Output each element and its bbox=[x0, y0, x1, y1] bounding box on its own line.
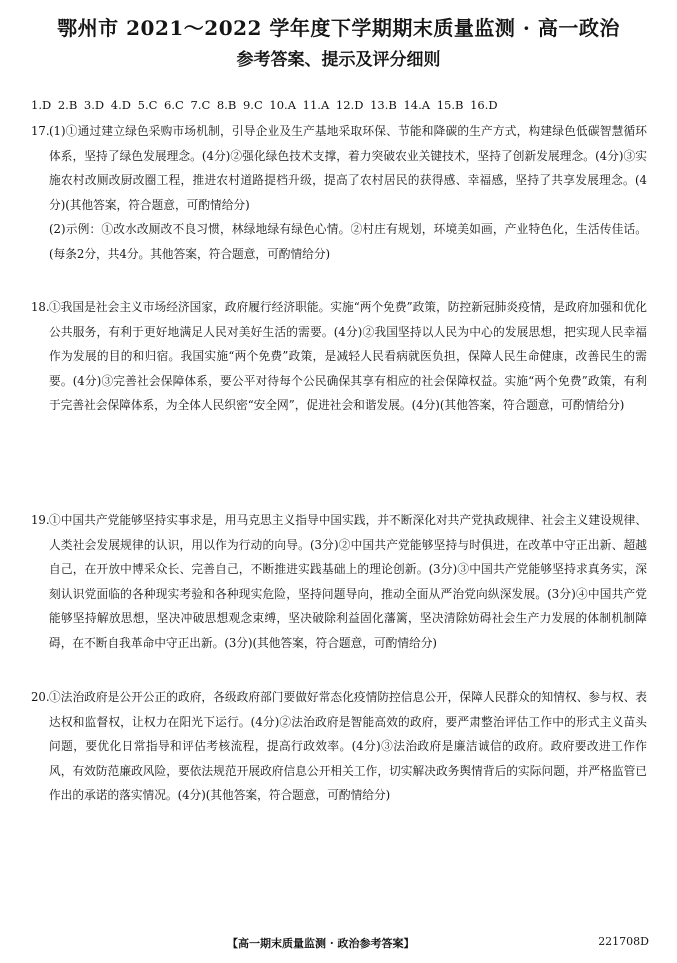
question-17 bbox=[31, 119, 647, 266]
question-17-part-2: (2)示例：①改水改厕改不良习惯，林绿地绿有绿色心情。②村庄有规划，环境美如画，产业特色化，生活传佳话。(每条2分，共4分。其他答案，符合题意，可酌情给分) bbox=[49, 222, 647, 261]
question-20-text: ①法治政府是公开公正的政府，各级政府部门要做好常态化疫情防控信息公开，保障人民群众的知情权、参与权、表达权和监督权，让权力在阳光下运行。(4分)②法治政府是智能高效的政府，要严肃整治评估工作中的形式主义苗头问题，要优化日常指导和评估考核流程，提高行政效率。(4分)③法治政府是廉洁诚信的政府。政府要改进工作作风，有效防范廉政风险，要依法规范开展政府信息公开相关工作，切实解决政务舆情背后的实际问题，并严格监管已作出的承诺的落实情况。(4分)(其他答案，符合题意，可酌情给分) bbox=[49, 690, 647, 802]
question-20 bbox=[31, 685, 647, 808]
question-17-part-1: (1)①通过建立绿色采购市场机制，引导企业及生产基地采取环保、节能和降碳的生产方式，构建绿色低碳智慧循环体系，坚持了绿色发展理念。(4分)②强化绿色技术支撑，着力突破农业关键技术，坚持了创新发展理念。(4分)③实施农村改厕改厨改圈工程，推进农村道路提档升级，提高了农村居民的获得感、幸福感，坚持了共享发展理念。(4分)(其他答案，符合题意，可酌情给分) bbox=[49, 124, 647, 212]
question-number: 19. bbox=[31, 513, 50, 527]
question-19 bbox=[31, 508, 647, 655]
question-19-text: ①中国共产党能够坚持实事求是，用马克思主义指导中国实践，并不断深化对共产党执政规律、社会主义建设规律、人类社会发展规律的认识，用以作为行动的向导。(3分)②中国共产党能够坚持与时俱进，在改革中守正出新、超越自己，在开放中博采众长、完善自己，不断推进实践基础上的理论创新。(3分)③中国共产党能够坚持求真务实，深刻认识党面临的各种现实考验和各种现实危险，坚持问题导向，推动全面从严治党向纵深发展。(3分)④中国共产党能够坚持解放思想，坚决冲破思想观念束缚，坚决破除利益固化藩篱，坚决清除妨碍社会生产力发展的体制机制障碍，在不断自我革命中守正出新。(3分)(其他答案，符合题意，可酌情给分) bbox=[49, 513, 647, 650]
question-18 bbox=[31, 295, 647, 418]
question-18-text: ①我国是社会主义市场经济国家，政府履行经济职能。实施“两个免费”政策，防控新冠肺炎疫情，是政府加强和优化公共服务，有利于更好地满足人民对美好生活的需要。(4分)②我国坚持以人民为中心的发展思想，把实现人民幸福作为发展的目的和归宿。我国实施“两个免费”政策，是减轻人民看病就医负担，保障人民生命健康，改善民生的需要。(4分)③完善社会保障体系，要公平对待每个公民确保其享有相应的社会保障权益。实施“两个免费”政策，有利于完善社会保障体系，为全体人民织密“安全网”，促进社会和谐发展。(4分)(其他答案，符合题意，可酌情给分) bbox=[49, 300, 647, 412]
page-subtitle: 参考答案、提示及评分细则 bbox=[236, 50, 441, 70]
question-number: 18. bbox=[31, 300, 50, 314]
document-code: 221708D bbox=[598, 935, 649, 948]
page-title: 鄂州市 2021～2022 学年度下学期期末质量监测 · 高一政治 bbox=[57, 16, 620, 40]
question-number: 20. bbox=[31, 690, 50, 704]
footer-label: 【高一期末质量监测 · 政治参考答案】 bbox=[227, 937, 415, 950]
question-number: 17. bbox=[31, 124, 50, 138]
choice-answers: 1.D 2.B 3.D 4.D 5.C 6.C 7.C 8.B 9.C 10.A 11.A 12.D 13.B 14.A 15.B 16.D bbox=[31, 98, 498, 112]
